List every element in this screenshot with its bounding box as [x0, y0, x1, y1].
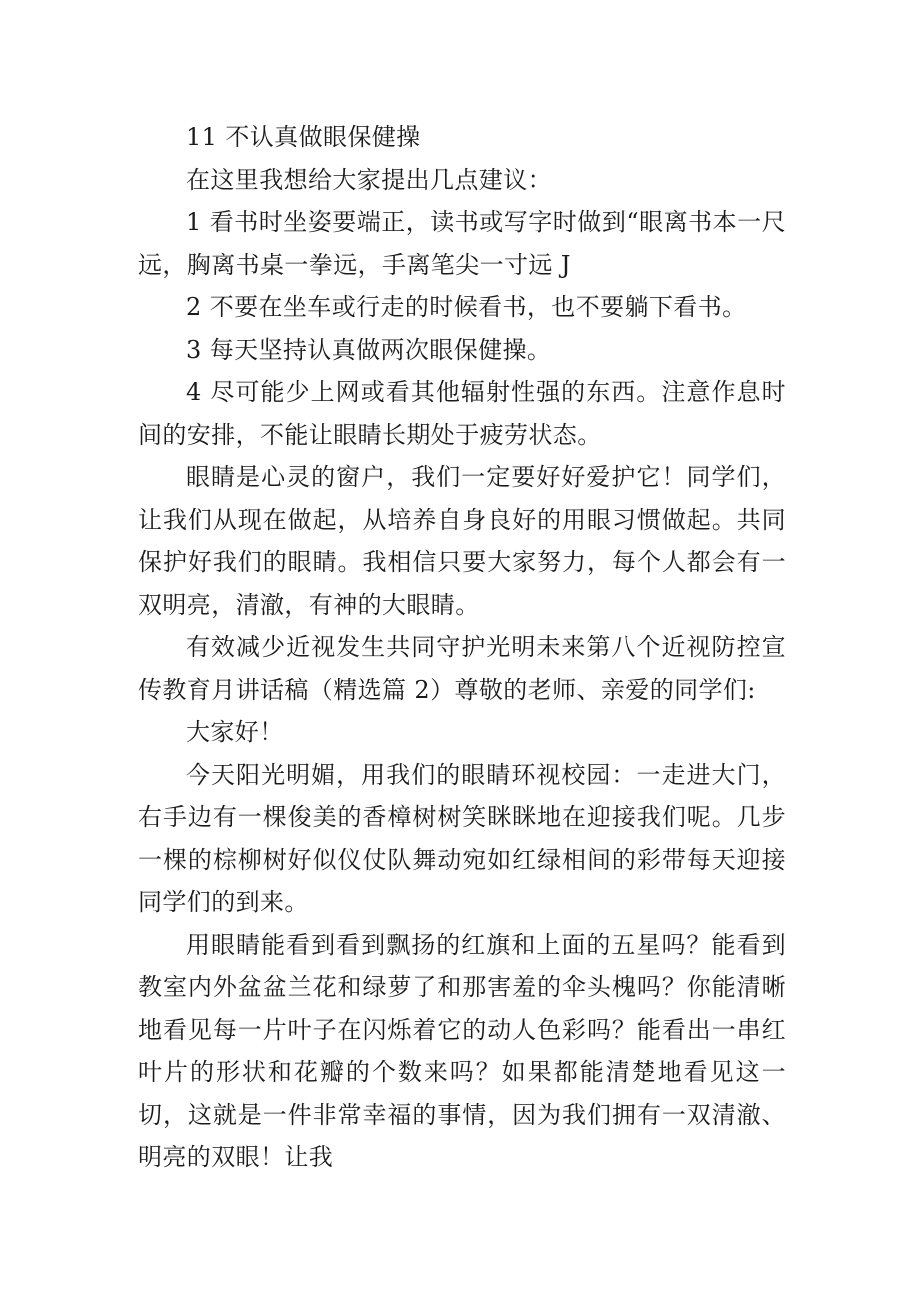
paragraph-suggestion-4: 4 尽可能少上网或看其他辐射性强的东西。注意作息时间的安排，不能让眼睛长期处于疲劳状态。	[138, 378, 786, 449]
paragraph-speech-title: 有效减少近视发生共同守护光明未来第八个近视防控宣传教育月讲话稿（精选篇 2）尊敬的老师、亲爱的同学们:	[138, 633, 786, 704]
paragraph-heading-11: 11 不认真做眼保健操	[186, 123, 421, 151]
document-body	[138, 116, 786, 1179]
paragraph-greeting: 大家好！	[186, 718, 284, 746]
paragraph-campus-view: 今天阳光明媚，用我们的眼睛环视校园：一走进大门，右手边有一棵俊美的香樟树树笑眯眯地在迎接我们呢。几步一棵的棕柳树好似仪仗队舞动宛如红绿相间的彩带每天迎接同学们的到来。	[138, 760, 786, 916]
paragraph-suggestions-intro: 在这里我想给大家提出几点建议：	[186, 165, 552, 194]
paragraph-what-eyes-see: 用眼睛能看到看到飘扬的红旗和上面的五星吗？能看到教室内外盆盆兰花和绿萝了和那害羞的伞头槐吗？你能清晰地看见每一片叶子在闪烁着它的动人色彩吗？能看出一串红叶片的形状和花瓣的个数来吗？如果都能清楚地看见这一切，这就是一件非常幸福的事情，因为我们拥有一双清澈、明亮的双眼！让我	[138, 930, 786, 1171]
paragraph-suggestion-1: 1 看书时坐姿要端正，读书或写字时做到“眼离书本一尺远，胸离书桌一拳远，手离笔尖一寸远 J	[138, 208, 786, 279]
paragraph-suggestion-2: 2 不要在坐车或行走的时候看书，也不要躺下看书。	[186, 293, 747, 321]
paragraph-suggestion-3: 3 每天坚持认真做两次眼保健操。	[186, 335, 552, 364]
paragraph-eyes-window: 眼睛是心灵的窗户，我们一定要好好爱护它！同学们，让我们从现在做起，从培养自身良好的用眼习惯做起。共同保护好我们的眼睛。我相信只要大家努力，每个人都会有一双明亮，清澈，有神的大眼睛。	[138, 463, 786, 619]
